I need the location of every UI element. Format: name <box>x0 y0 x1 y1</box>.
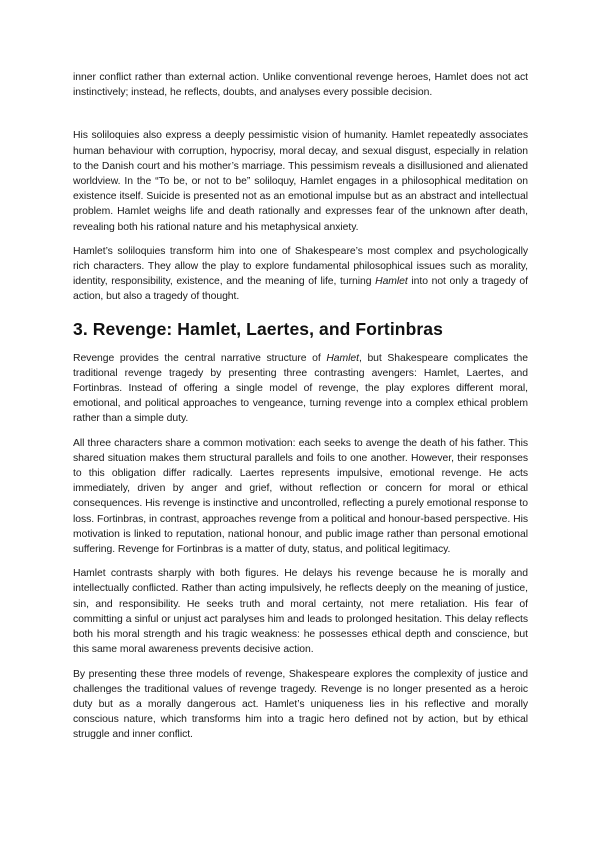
paragraph-conclusion <box>73 667 528 743</box>
paragraph-shared-motivation <box>73 436 528 558</box>
paragraph-text: Hamlet’s soliloquies transform him into one of Shakespeare’s most complex and psychologically rich characters. They allow the play to explore fundamental philosophical issues such as morality, identity, responsibility, existence, and the meaning of life, turning <box>73 245 528 288</box>
paragraph-text: By presenting these three models of revenge, Shakespeare explores the complexity of justice and challenges the traditional values of revenge tragedy. Revenge is no longer presented as a heroic duty but as a morally dangerous act. Hamlet’s uniqueness lies in his reflective and morally conscious nature, which transforms him into a tragic hero defined not by action, but by ethical struggle and inner conflict. <box>73 668 528 741</box>
paragraph-text: inner conflict rather than external action. Unlike conventional revenge heroes, Hamlet does not act instinctively; instead, he reflects, doubts, and analyses every possible decision. <box>73 72 528 99</box>
paragraph-intro-continuation <box>73 70 528 100</box>
paragraph-text: Hamlet contrasts sharply with both figures. He delays his revenge because he is morally and intellectually conflicted. Rather than acting impulsively, he reflects deeply on the meaning of justice, sin, and responsibility. He seeks truth and moral certainty, not mere retaliation. His fear of committing a sinful or unjust act paralyses him and leads to prolonged hesitation. This delay reflects both his moral strength and his tragic weakness: he possesses ethical depth and conscience, but this same moral awareness prevents decisive action. <box>73 568 528 656</box>
paragraph-revenge-structure <box>73 351 528 427</box>
document-page <box>73 70 528 743</box>
italic-play-title: Hamlet <box>375 276 408 288</box>
paragraph-text: His soliloquies also express a deeply pessimistic vision of humanity. Hamlet repeatedly associates human behaviour with corruption, hypocrisy, moral decay, and sexual disgust, especially in relation to the Danish court and his mother’s marriage. This pessimism reveals a disillusioned and alienated worldview. In the “To be, or not to be” soliloquy, Hamlet engages in a philosophical meditation on existence itself. Suicide is presented not as an emotional impulse but as an abstract and intellectual problem. Hamlet weighs life and death rationally and expresses fear of the unknown after death, revealing both his rational nature and his metaphysical anxiety. <box>73 130 528 233</box>
paragraph-text: All three characters share a common motivation: each seeks to avenge the death of his father. This shared situation makes them structural parallels and foils to one another. However, their responses to this obligation differ radically. Laertes represents impulsive, emotional revenge. He acts immediately, driven by anger and grief, without reflection or concern for moral or ethical consequences. His revenge is instinctive and uncontrolled, reflecting a purely emotional response to loss. Fortinbras, in contrast, approaches revenge from a political and honour-based perspective. His motivation is linked to reputation, national honour, and public image rather than personal emotional suffering. Revenge for Fortinbras is a matter of duty, status, and political legitimacy. <box>73 437 528 556</box>
paragraph-text: into not only a tragedy of action, but also a tragedy of thought. <box>73 276 528 303</box>
paragraph-text: Revenge provides the central narrative structure of <box>73 352 327 364</box>
section-heading: 3. Revenge: Hamlet, Laertes, and Fortinbras <box>73 318 443 339</box>
paragraph-text: , but Shakespeare complicates the traditional revenge tragedy by presenting three contrasting avengers: Hamlet, Laertes, and Fortinbras. Instead of offering a single model of revenge, the play explores different moral, emotional, and political approaches to vengeance, turning revenge into a complex ethical problem rather than a simple duty. <box>73 352 528 425</box>
italic-play-title: Hamlet <box>326 352 359 364</box>
paragraph-soliloquies-transform <box>73 244 528 305</box>
paragraph-hamlet-contrast <box>73 566 528 657</box>
paragraph-soliloquies-pessimism <box>73 128 528 234</box>
